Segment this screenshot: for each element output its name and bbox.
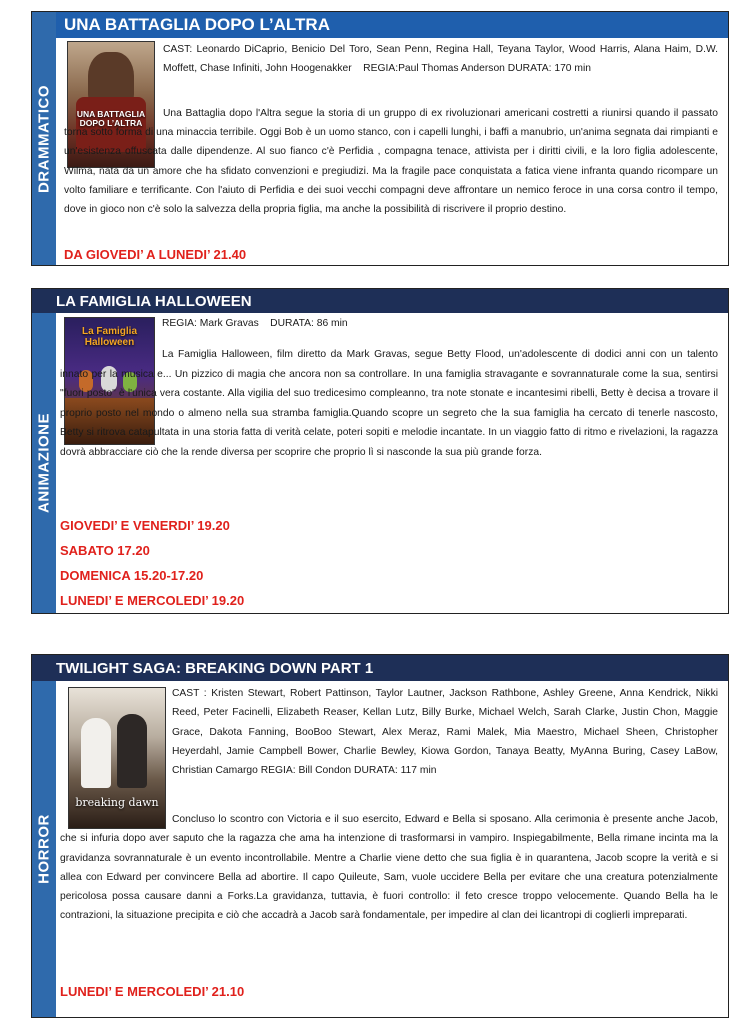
cast-list: Leonardo DiCaprio, Benicio Del Toro, Sean Penn, Regina Hall, Teyana Taylor, Wood Harris, Alana Haim, D.W. Moffett, Chase Infiniti, John Hoogenakker (163, 44, 718, 75)
poster-title-text: La Famiglia Halloween (81, 326, 137, 348)
showtimes (64, 242, 246, 267)
genre-label-horror: HORROR (32, 681, 56, 1017)
showtime-line: LUNEDI’ E MERCOLEDI’ 19.20 (60, 593, 245, 608)
showtime-line: GIOVEDI’ E VENERDI’ 19.20 (60, 518, 230, 533)
film-credits: CAST : Kristen Stewart, Robert Pattinson, Taylor Lautner, Jackson Rathbone, Ashley Greene, Anna Kendrick, Nikki Reed, Peter Facinelli, Elizabeth Reaser, Kellan Lutz, Billy Burke, Michael Welch, Sarah Clarke, Justin Chon, Maggie Grace, Dakota Fanning, BooBoo Stewart, Alex Meraz, Rami Malek, Mia Maestro, Michael Sheen, Christopher Heyerdahl, Jamie Campbell Bower, Charlie Bewley, Kiowa Gordon, Tanaya Beatty, MyAnna Buring, Casey LaBow, Christian Camargo REGIA: Bill Condon DURATA: 117 min (172, 688, 719, 777)
film-card-la-famiglia-halloween (31, 288, 729, 614)
genre-label-animazione: ANIMAZIONE (32, 313, 56, 613)
poster-groom (117, 714, 147, 788)
film-synopsis: La Famiglia Halloween, film diretto da Mark Gravas, segue Betty Flood, un'adolescente di dodici anni con un talento innato per la musica e... Un pizzico di magia che ancora non sa controllare. In una famiglia stravagante e sovrannaturale come la sua, sentirsi "fuori posto" è l'unica vera costante. Alla vigilia del suo tredicesimo compleanno, tra note stonate e incantesimi ribelli, Betty è decisa a trovare il proprio posto nel mondo o almeno nella sua stramba famiglia.Quando scopre un segreto che la sua famiglia ha cercato di tenerle nascosto, Betty si ritrova catapultata in una storia fatta di verità celate, poteri sopiti e melodie incantate. In un viaggio fatto di ritmo e rivelazioni, la ragazza dovrà abbracciare ciò che la rende diversa per scoprire che proprio lì si nasconde la sua più grande forza. (60, 349, 718, 458)
film-synopsis: Concluso lo scontro con Victoria e il suo esercito, Edward e Bella si sposano. Alla cerimonia è presente anche Jacob, che si infuria dopo aver saputo che la ragazza che ama ha intenzione di trasformarsi in vampiro. Inspiegabilmente, Bella rimane incinta ma la gravidanza sovrannaturale è un evento incontrollabile. Mentre a Charlie viene detto che sua figlia è in quarantena, Jacob scopre la verità e si allea con Edward per convincere Bella ad abortire. Il capo Quileute, Sam, vuole uccidere Bella per evitare che una creatura potenzialmente pericolosa possa causare danni a Forks.La gravidanza, tuttavia, è fuori controllo: il feto cresce troppo velocemente. Quando Bella ha le contrazioni, la situazione precipita e ciò che accadrà a Jacob sarà fondamentale, per impedire al clan dei licantropi di coglierli impreparati. (60, 814, 718, 922)
film-card-twilight-breaking-dawn (31, 654, 729, 1018)
film-title: TWILIGHT SAGA: BREAKING DOWN PART 1 (32, 655, 728, 681)
film-poster (68, 687, 166, 829)
duration: 86 min (316, 318, 348, 329)
showtime-line: SABATO 17.20 (60, 543, 150, 558)
film-credits: CAST: Leonardo DiCaprio, Benicio Del Toro, Sean Penn, Regina Hall, Teyana Taylor, Wood Harris, Alana Haim, D.W. Moffett, Chase Infiniti, John Hoogenakker REGIA:Paul Thomas Anderson DURATA: 170 min (163, 44, 718, 75)
showtimes (60, 979, 244, 1004)
showtime-line: DA GIOVEDI’ A LUNEDI’ 21.40 (64, 247, 247, 262)
film-credits: REGIA: Mark Gravas DURATA: 86 min (162, 318, 348, 329)
poster-title-text: UNA BATTAGLIA DOPO L’ALTRA (76, 109, 146, 128)
showtime-line: LUNEDI’ E MERCOLEDI’ 21.10 (60, 984, 245, 999)
director: Bill Condon (298, 765, 352, 777)
film-synopsis: Una Battaglia dopo l'Altra segue la storia di un gruppo di ex rivoluzionari americani costretti a riunirsi quando il passato torna sotto forma di una minaccia terribile. Oggi Bob è un uomo stanco, con i capelli lunghi, i baffi a manubrio, un'anima segnata dai rimpianti e un'esistenza offuscata dalle dipendenze. Al suo fianco c'è Perfidia , compagna tenace, attivista per i diritti civili, e la loro figlia adolescente, Wilma, nata da un amore che ha sfidato convenzioni e pregiudizi. Ma la fragile pace conquistata a fatica viene infranta quando ricompare un volto familiare e terrificante. Con l'aiuto di Perfidia e dei suoi vecchi compagni deve affrontare un nemico feroce in una corsa contro il tempo, dove in gioco non c'è solo la salvezza della propria figlia, ma anche la possibilità di riscrivere il proprio destino. (64, 108, 718, 216)
poster-title-text: breaking dawn (75, 796, 159, 809)
director: Paul Thomas Anderson (398, 63, 505, 75)
director: Mark Gravas (199, 318, 259, 329)
duration: 170 min (554, 63, 591, 75)
showtime-line: DOMENICA 15.20-17.20 (60, 568, 204, 583)
film-title: UNA BATTAGLIA DOPO L’ALTRA (56, 12, 728, 38)
duration: 117 min (400, 765, 437, 777)
film-title: LA FAMIGLIA HALLOWEEN (32, 289, 728, 313)
film-card-una-battaglia (31, 11, 729, 266)
genre-label-drammatico: DRAMMATICO (32, 12, 56, 265)
cast-list: Kristen Stewart, Robert Pattinson, Taylor Lautner, Jackson Rathbone, Ashley Greene, Anna Kendrick, Nikki Reed, Peter Facinelli, Elizabeth Reaser, Kellan Lutz, Billy Burke, Michael Welch, Sarah Clarke, Justin Chon, Maggie Grace, Dakota Fanning, BooBoo Stewart, Alex Meraz, Rami Malek, Mia Maestro, Michael Sheen, Christopher Heyerdahl, Jamie Campbell Bower, Charlie Bewley, Kiowa Gordon, Tanaya Beatty, MyAnna Buring, Casey LaBow, Christian Camargo (172, 688, 719, 777)
poster-bride (81, 718, 111, 788)
showtimes (60, 513, 244, 613)
